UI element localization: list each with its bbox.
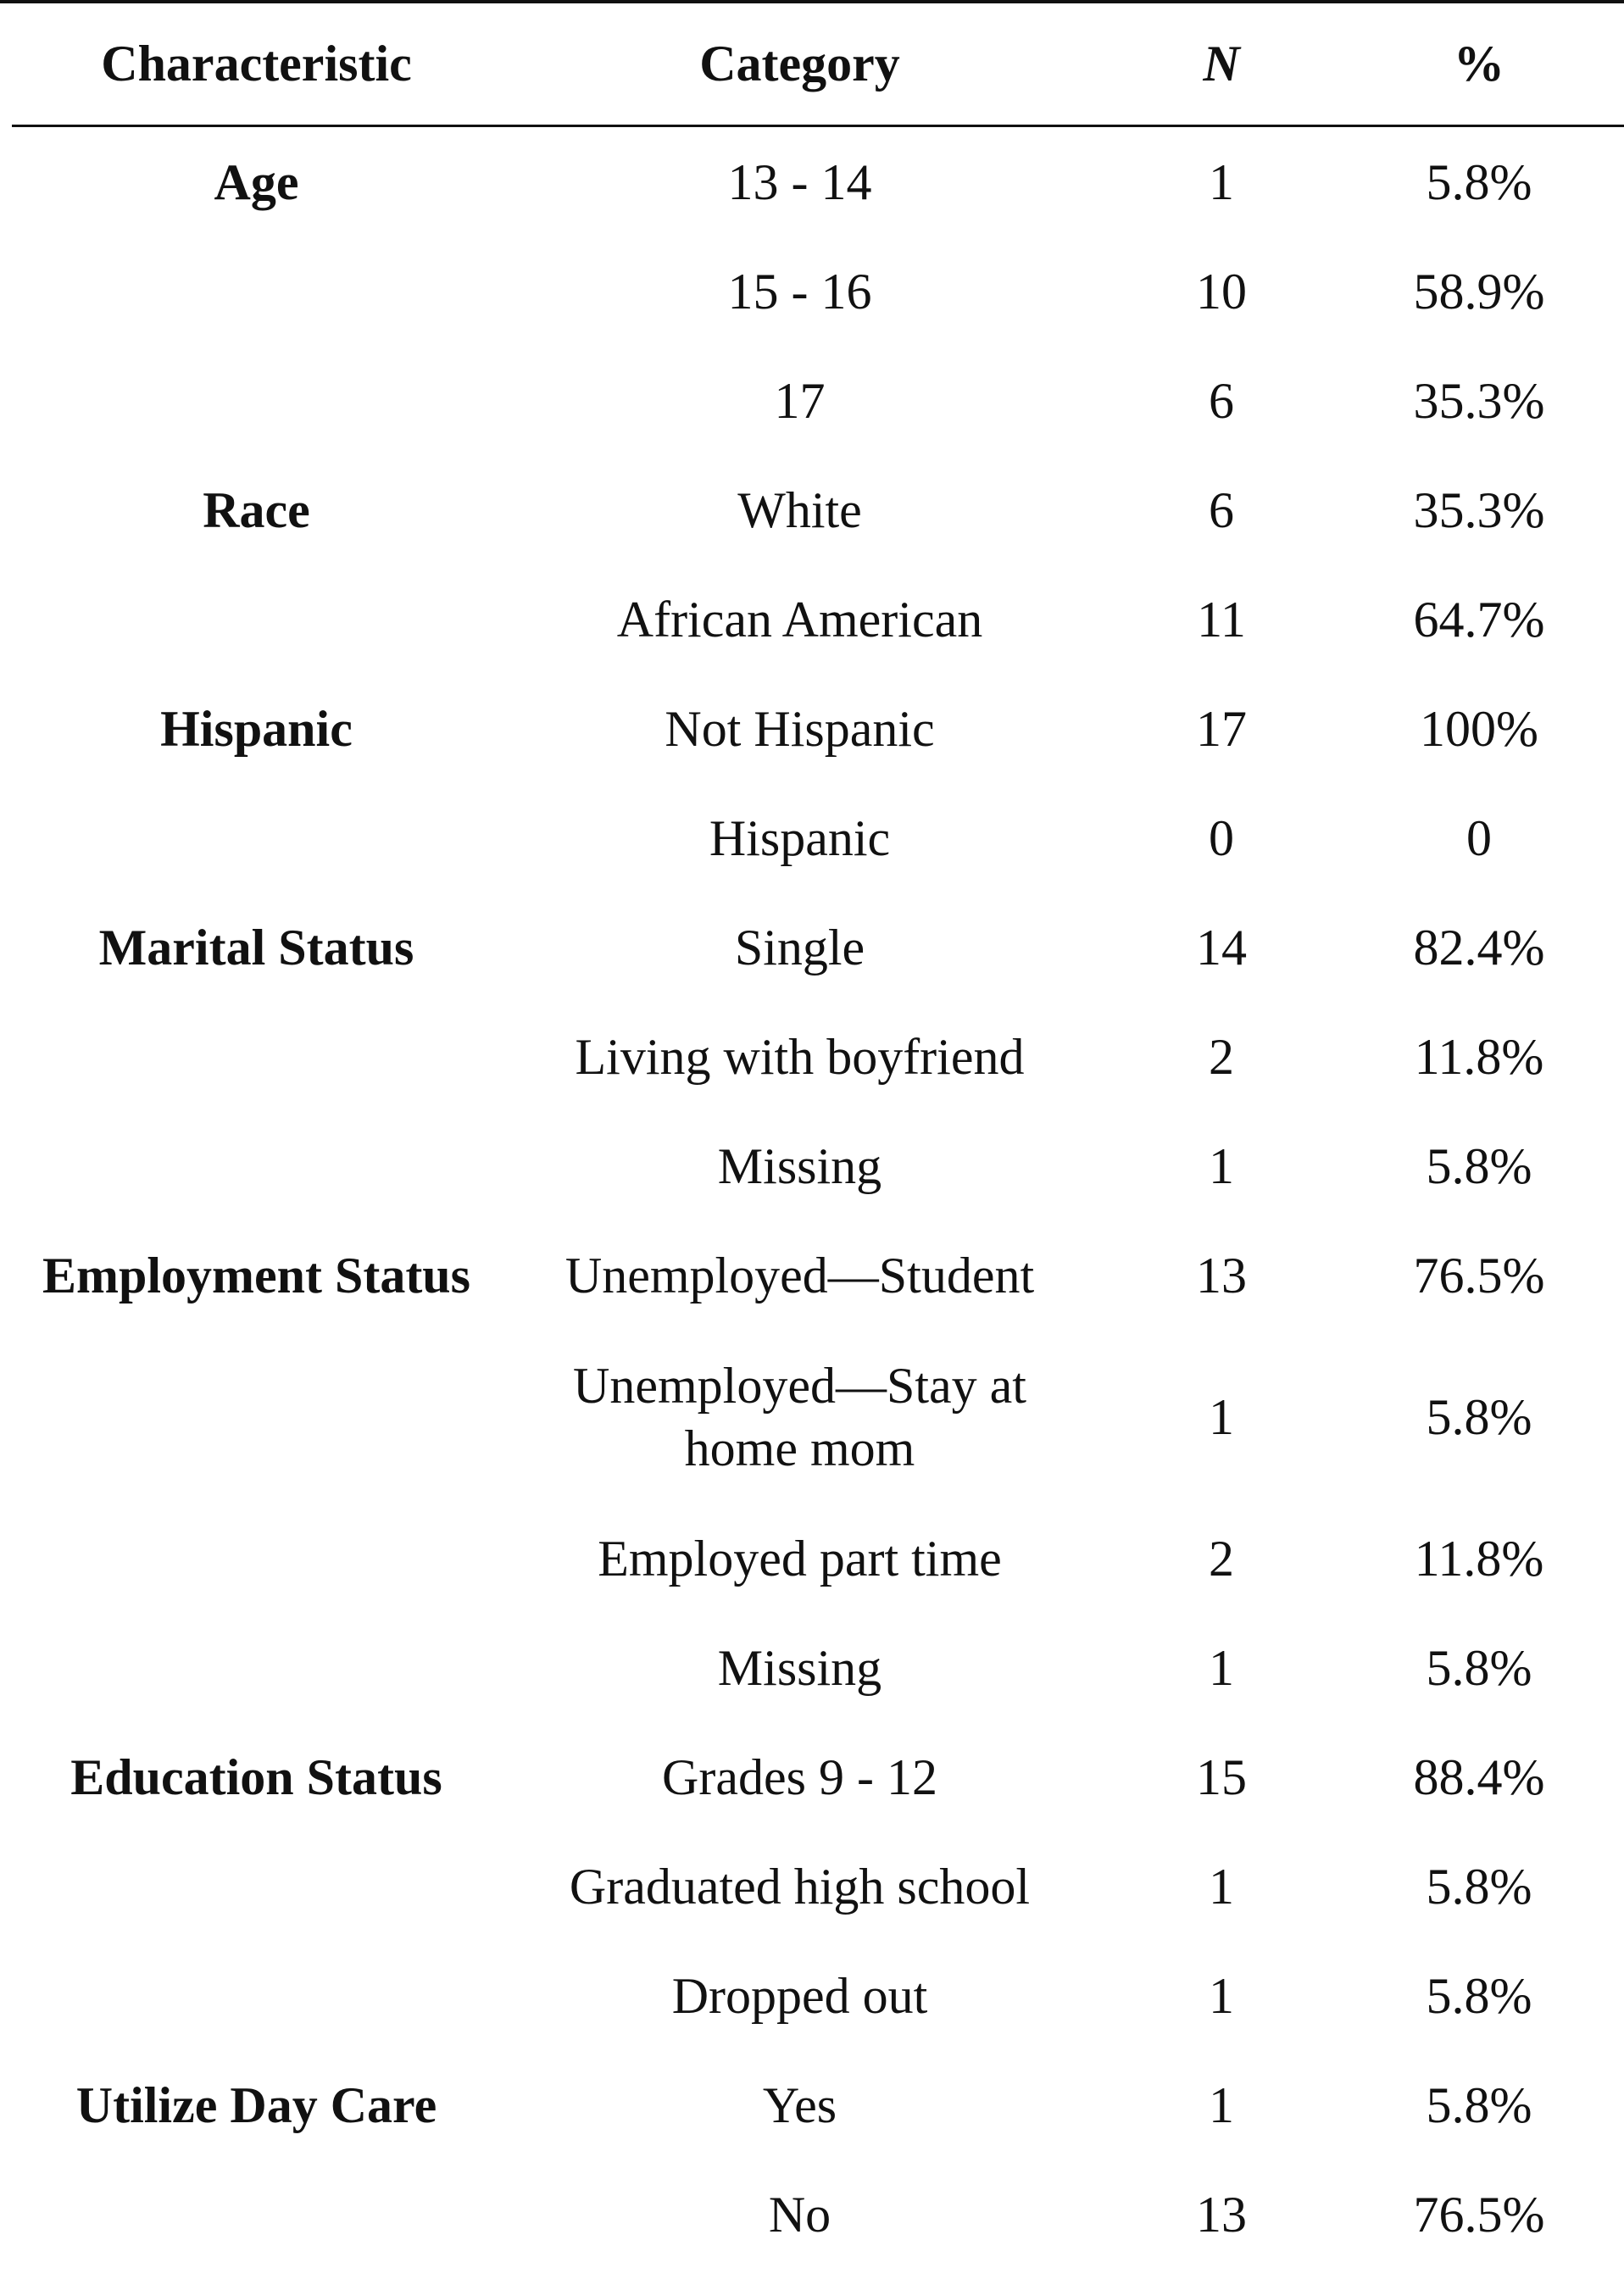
row-characteristic xyxy=(12,1330,501,1504)
table-row xyxy=(12,1504,1614,1613)
row-percent: 58.9% xyxy=(1413,263,1545,320)
row-n: 1 xyxy=(1209,1639,1234,1696)
row-category-cell xyxy=(501,1330,1098,1504)
row-percent: 76.5% xyxy=(1413,2186,1545,2243)
row-percent: 5.8% xyxy=(1426,1639,1532,1696)
table-row xyxy=(12,236,1614,346)
row-characteristic xyxy=(12,1613,501,1722)
row-category: 13 - 14 xyxy=(727,153,872,210)
row-n: 1 xyxy=(1209,1967,1234,2024)
table-row xyxy=(12,346,1614,455)
row-characteristic: Age xyxy=(214,153,299,210)
row-percent: 88.4% xyxy=(1413,1748,1545,1805)
row-category: Yes xyxy=(762,2076,837,2133)
row-category: Not Hispanic xyxy=(665,700,935,757)
table-row xyxy=(12,1330,1614,1504)
table-row xyxy=(12,1002,1614,1111)
demographics-table xyxy=(12,0,1614,2269)
table-body xyxy=(12,127,1614,2269)
row-category: Missing xyxy=(717,1137,882,1194)
row-characteristic: Employment Status xyxy=(42,1247,471,1303)
table-row xyxy=(12,564,1614,674)
row-percent: 35.3% xyxy=(1413,372,1545,429)
row-percent: 11.8% xyxy=(1414,1028,1544,1085)
row-category: Missing xyxy=(717,1639,882,1696)
row-category: Employed part time xyxy=(598,1530,1002,1587)
row-n: 6 xyxy=(1209,481,1234,538)
row-percent: 76.5% xyxy=(1413,1247,1545,1303)
row-category: Hispanic xyxy=(709,809,891,866)
row-category: 15 - 16 xyxy=(727,263,872,320)
table-row xyxy=(12,2159,1614,2269)
row-n: 1 xyxy=(1209,1388,1234,1445)
table-row xyxy=(12,1832,1614,1941)
row-category: African American xyxy=(616,591,983,648)
header-percent: % xyxy=(1454,36,1504,92)
row-characteristic: Education Status xyxy=(70,1748,442,1805)
row-category: Unemployed—Student xyxy=(565,1247,1035,1303)
row-percent: 0 xyxy=(1466,809,1492,866)
row-characteristic xyxy=(12,2159,501,2269)
row-n: 13 xyxy=(1196,2186,1247,2243)
row-category: Graduated high school xyxy=(569,1858,1031,1915)
row-n: 1 xyxy=(1209,2076,1234,2133)
row-category: Grades 9 - 12 xyxy=(662,1748,937,1805)
row-characteristic xyxy=(12,1941,501,2050)
header-n: N xyxy=(1203,36,1240,92)
row-percent: 100% xyxy=(1420,700,1538,757)
row-characteristic: Hispanic xyxy=(160,700,353,757)
table-row xyxy=(12,1613,1614,1722)
table-row xyxy=(12,892,1614,1002)
table-row xyxy=(12,1111,1614,1220)
table-row xyxy=(12,455,1614,564)
row-n: 0 xyxy=(1209,809,1234,866)
row-n: 15 xyxy=(1196,1748,1247,1805)
row-percent: 82.4% xyxy=(1413,919,1545,976)
row-n: 6 xyxy=(1209,372,1234,429)
row-characteristic xyxy=(12,1111,501,1220)
header-category: Category xyxy=(699,36,900,92)
row-characteristic xyxy=(12,346,501,455)
header-row xyxy=(12,0,1614,127)
row-percent: 5.8% xyxy=(1426,1967,1532,2024)
row-category: No xyxy=(768,2186,831,2243)
table-row xyxy=(12,2050,1614,2159)
row-characteristic xyxy=(12,1002,501,1111)
row-category: Unemployed—Stay at home mom xyxy=(573,1357,1026,1476)
header-characteristic: Characteristic xyxy=(101,36,412,92)
row-percent: 5.8% xyxy=(1426,1388,1532,1445)
table-row xyxy=(12,1941,1614,2050)
table-row xyxy=(12,674,1614,783)
table-row xyxy=(12,1220,1614,1330)
row-n: 14 xyxy=(1196,919,1247,976)
row-n: 10 xyxy=(1196,263,1247,320)
table-row xyxy=(12,127,1614,236)
row-characteristic: Race xyxy=(203,481,310,538)
row-category: White xyxy=(737,481,862,538)
row-percent: 5.8% xyxy=(1426,1137,1532,1194)
table-row xyxy=(12,1722,1614,1832)
row-n: 11 xyxy=(1197,591,1246,648)
row-category: Dropped out xyxy=(671,1967,928,2024)
row-characteristic xyxy=(12,1504,501,1613)
row-percent: 5.8% xyxy=(1426,1858,1532,1915)
row-n: 17 xyxy=(1196,700,1247,757)
row-n: 13 xyxy=(1196,1247,1247,1303)
row-category: Single xyxy=(734,919,865,976)
row-percent: 64.7% xyxy=(1413,591,1545,648)
row-n: 1 xyxy=(1209,153,1234,210)
row-category: 17 xyxy=(774,372,826,429)
row-characteristic: Utilize Day Care xyxy=(75,2076,437,2133)
table-row xyxy=(12,783,1614,892)
row-characteristic xyxy=(12,236,501,346)
row-n: 2 xyxy=(1209,1530,1234,1587)
row-n: 2 xyxy=(1209,1028,1234,1085)
table-header xyxy=(12,0,1614,127)
row-characteristic: Marital Status xyxy=(98,919,414,976)
row-percent: 5.8% xyxy=(1426,2076,1532,2133)
row-n: 1 xyxy=(1209,1858,1234,1915)
row-characteristic xyxy=(12,1832,501,1941)
row-category: Living with boyfriend xyxy=(575,1028,1025,1085)
row-percent: 11.8% xyxy=(1414,1530,1544,1587)
row-percent: 35.3% xyxy=(1413,481,1545,538)
row-percent: 5.8% xyxy=(1426,153,1532,210)
row-n: 1 xyxy=(1209,1137,1234,1194)
row-characteristic xyxy=(12,564,501,674)
row-characteristic xyxy=(12,783,501,892)
